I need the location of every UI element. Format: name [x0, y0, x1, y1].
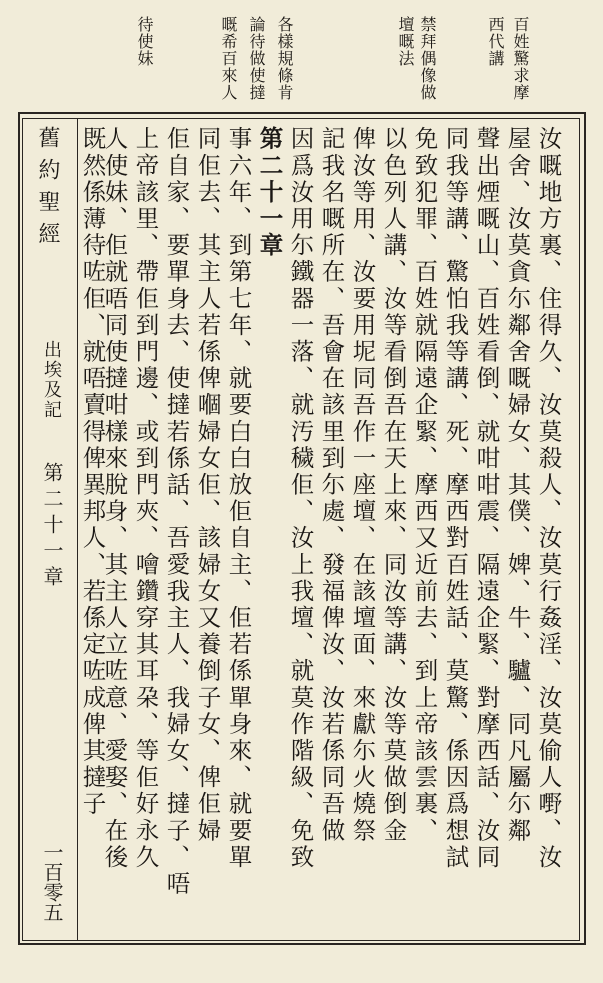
- header-notes: [0, 0, 603, 112]
- text-column: 上帝該里、帶佢到門邊、或到門夾、噲鑽穿其耳朶、等佢好永久: [131, 126, 160, 871]
- header-note: 嘅希百來人: [219, 16, 238, 101]
- page-number: 一百零五: [40, 842, 64, 922]
- text-column: 俾汝等用、汝要用坭同吾作一座壇、在該壇面、來獻尓火燒祭: [348, 126, 377, 845]
- header-note: 禁拜偶像做: [418, 16, 437, 101]
- header-note: 西代講: [486, 16, 505, 67]
- text-column: 記我名嘅所在、吾會在該里到尓處、發福俾汝、汝若係同吾做: [317, 126, 346, 845]
- header-note: 論待做使撻: [247, 16, 266, 101]
- chapter-label: 第二十一章: [40, 462, 64, 592]
- text-column: 同我等講、驚怕我等講、死、摩西對百姓話、莫驚、係因爲想試: [441, 126, 470, 871]
- text-column: 汝嘅地方裏、住得久、汝莫殺人、汝莫行姦淫、汝莫偷人嘢、汝: [534, 126, 563, 871]
- header-note: 待使妹: [135, 16, 154, 67]
- text-column: 屋舍、汝莫貪尓鄰舍嘅婦女、其僕、婢、牛、驢、同凡屬尓鄰: [503, 126, 532, 845]
- text-column: 既然係薄待咗佢、就唔賣得俾異邦人、若係定咗成俾其撻子: [78, 126, 107, 818]
- chapter-heading: 第二十一章: [255, 126, 284, 259]
- text-column: 以色列人講、汝等看倒吾在天上來、同汝等講、汝等莫做倒金: [379, 126, 408, 845]
- book-title: 舊約聖經: [35, 126, 60, 254]
- text-column: 聲出煙嘅山、百姓看倒、就咁咁震、隔遠企緊、對摩西話、汝同: [472, 126, 501, 871]
- text-column: 佢自家、要單身去、使撻若係話、吾愛我主人、我婦女、撻子、唔: [162, 126, 191, 898]
- text-column: 事六年、到第七年、就要白白放佢自主、佢若係單身來、就要單: [224, 126, 253, 871]
- book-name: 出埃及記: [41, 340, 62, 420]
- header-note: 各樣規條肯: [275, 16, 294, 101]
- text-column: 因爲汝用尓鐵器一落、就汚穢佢、汝上我壇、就莫作階級、免致: [286, 126, 315, 871]
- header-note: 百姓驚求摩: [511, 16, 530, 101]
- header-note: 壇嘅法: [396, 16, 415, 67]
- text-column: 人使妹、佢就唔同使撻咁樣來脫身、其主人立咗意、愛娶、在後: [100, 126, 129, 871]
- text-column: 同佢去、其主人若係俾嗰婦女佢、該婦女又養倒子女、俾佢婦: [193, 126, 222, 845]
- text-column: 免致犯罪、百姓就隔遠企緊、摩西又近前去、到上帝該雲裏、: [410, 126, 439, 845]
